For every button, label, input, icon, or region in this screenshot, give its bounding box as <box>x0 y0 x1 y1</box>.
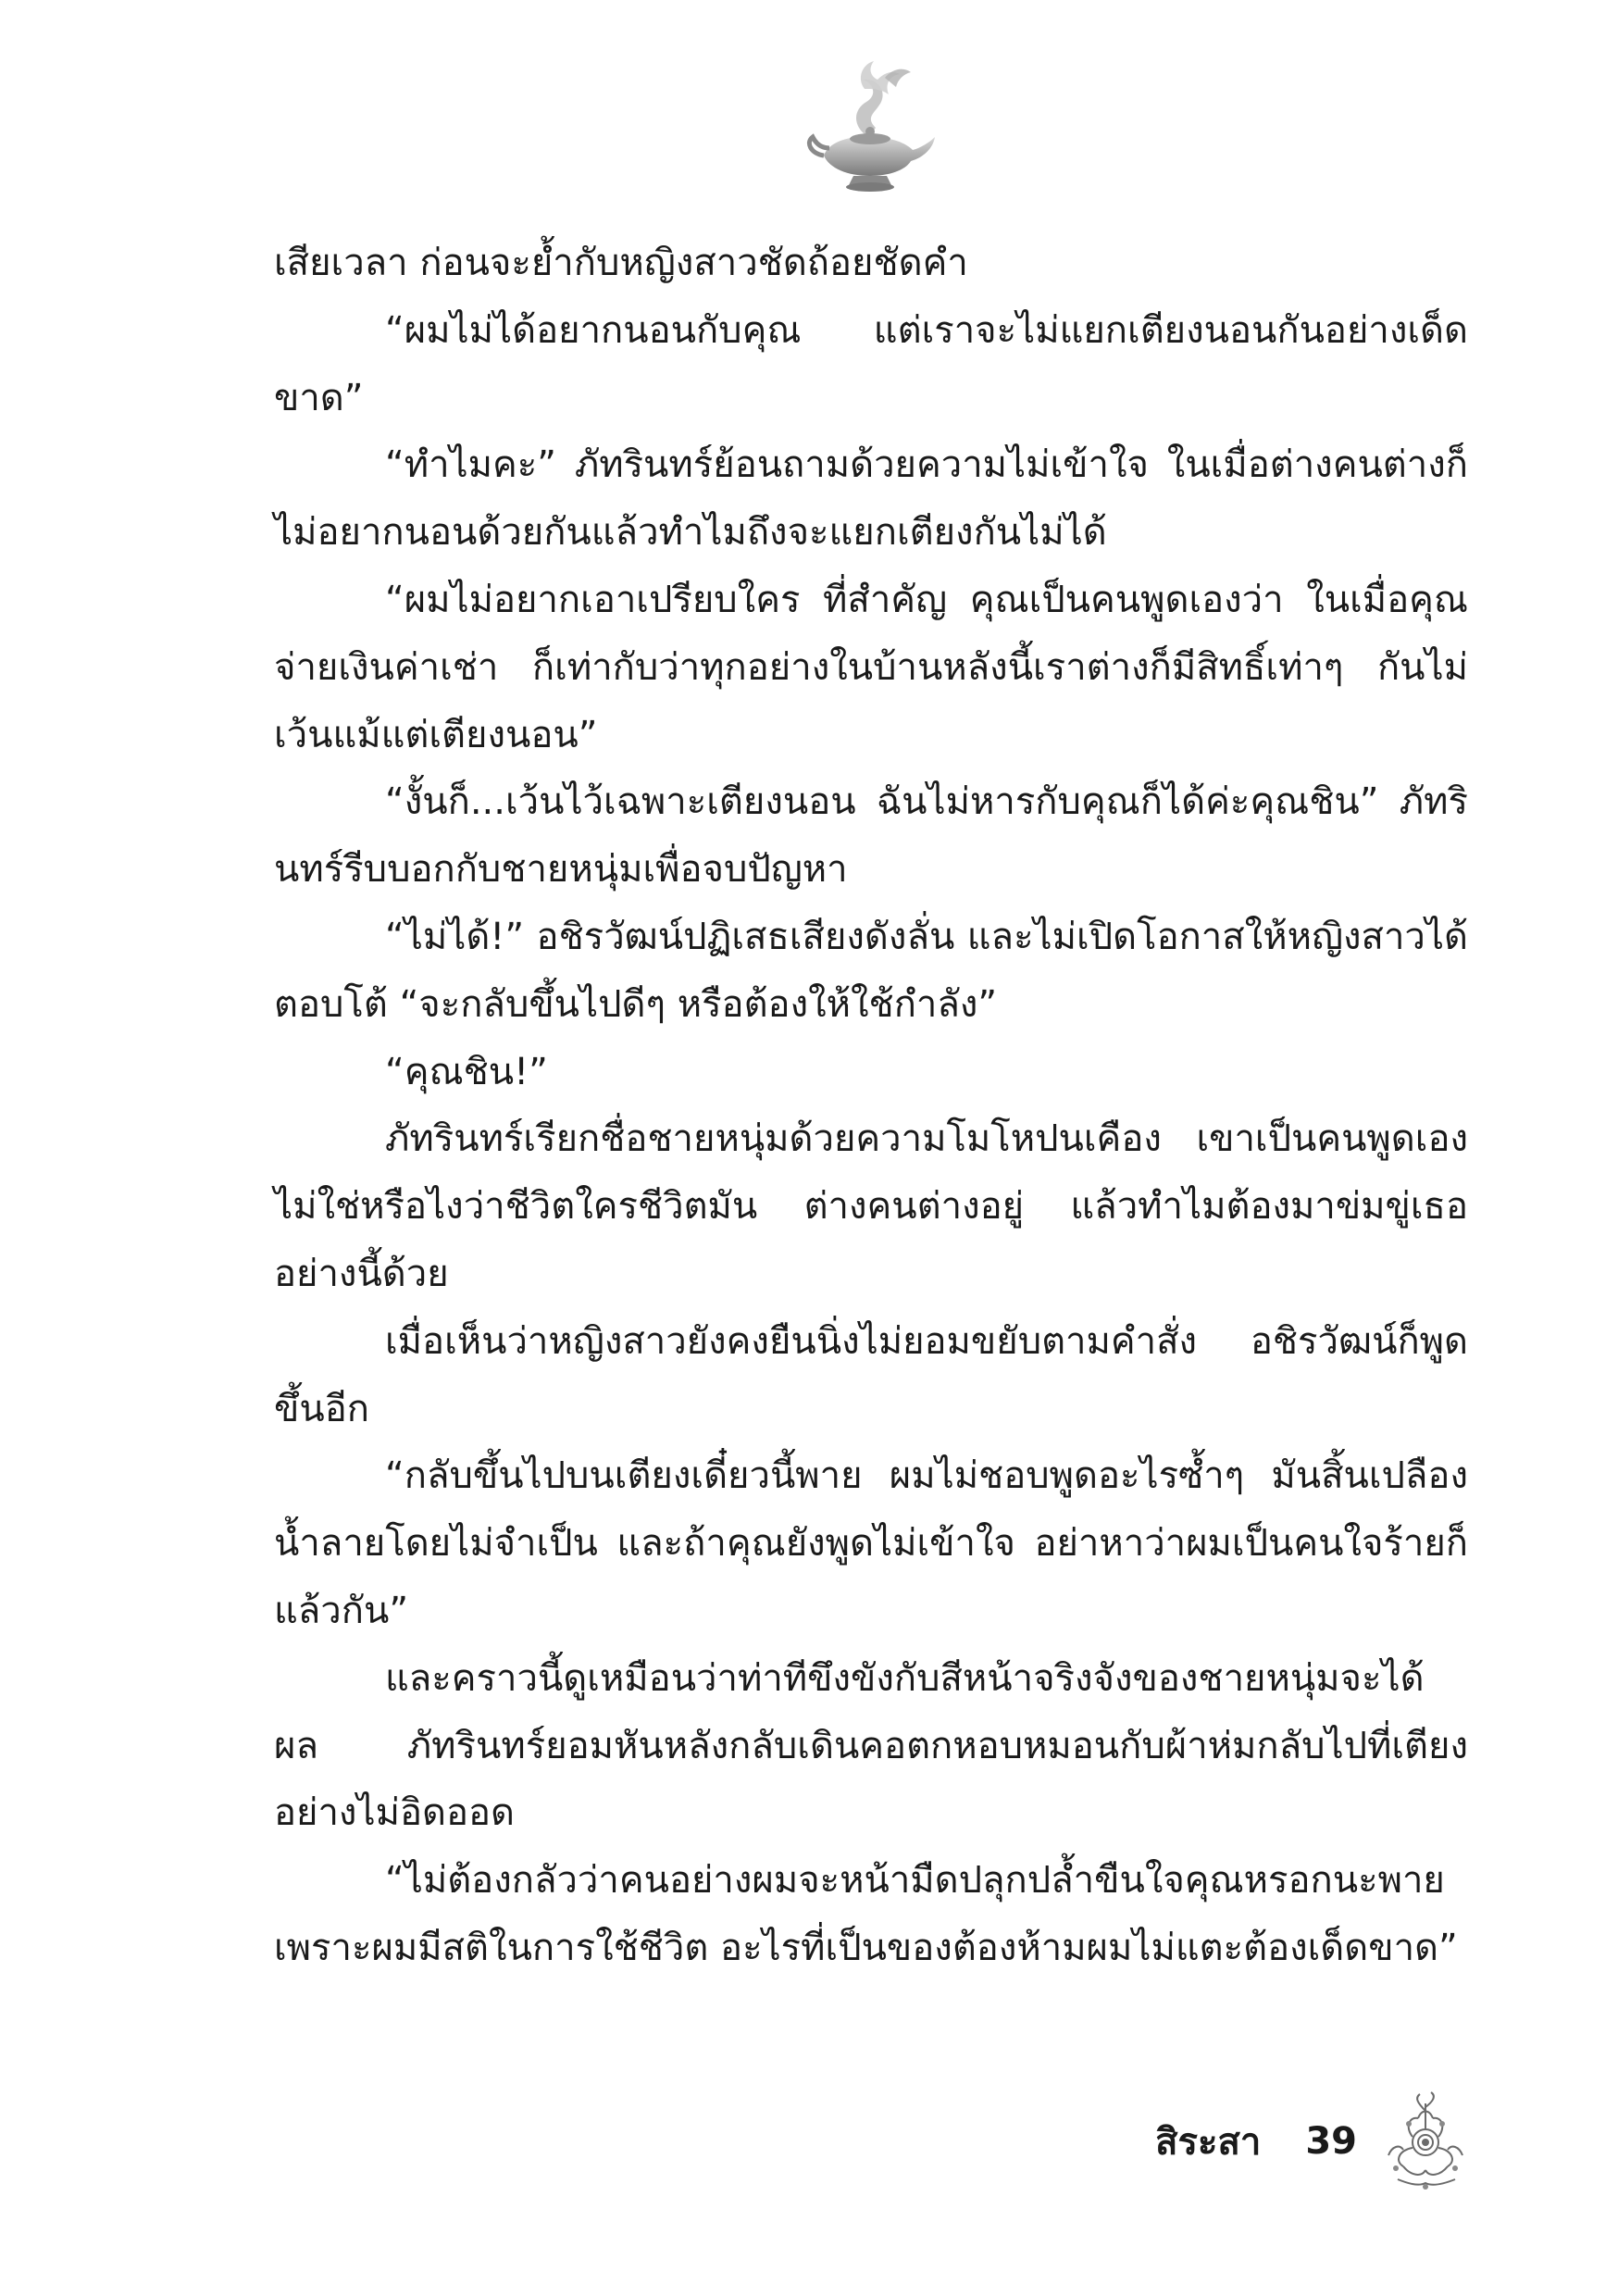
body-text <box>274 230 1468 1982</box>
paragraph: เสียเวลา ก่อนจะย้ำกับหญิงสาวชัดถ้อยชัดคำ <box>274 242 968 284</box>
paragraph: และคราวนี้ดูเหมือนว่าท่าทีขึงขังกับสีหน้าจริงจังของชายหนุ่มจะได้ผล ภัทรินทร์ยอมหันหลังกลับเดินคอตกหอบหมอนกับผ้าห่มกลับไปที่เตียงอย่างไม่อิดออด <box>274 1656 1468 1835</box>
page-number: 39 <box>1305 2120 1357 2163</box>
flower-ornament-icon <box>1381 2090 1470 2192</box>
paragraph: “ไม่ได้!” อชิรวัฒน์ปฏิเสธเสียงดังลั่น และไม่เปิดโอกาสให้หญิงสาวได้ตอบโต้ “จะกลับขึ้นไปดีๆ หรือต้องให้ใช้กำลัง” <box>274 915 1468 1026</box>
genie-lamp-icon <box>796 52 944 200</box>
book-title: สิระสา <box>1155 2121 1262 2164</box>
paragraph: “งั้นก็...เว้นไว้เฉพาะเตียงนอน ฉันไม่หารกับคุณก็ได้ค่ะคุณชิน” ภัทรินทร์รีบบอกกับชายหนุ่มเพื่อจบปัญหา <box>274 780 1468 892</box>
paragraph: “ผมไม่ได้อยากนอนกับคุณ แต่เราจะไม่แยกเตียงนอนกันอย่างเด็ดขาด” <box>274 308 1468 419</box>
paragraph: “คุณชิน!” <box>385 1050 548 1093</box>
paragraph: “ไม่ต้องกลัวว่าคนอย่างผมจะหน้ามืดปลุกปล้ำขืนใจคุณหรอกนะพาย เพราะผมมีสติในการใช้ชีวิต อะไรที่เป็นของต้องห้ามผมไม่แตะต้องเด็ดขาด” <box>274 1859 1458 1969</box>
paragraph: “ผมไม่อยากเอาเปรียบใคร ที่สำคัญ คุณเป็นคนพูดเองว่า ในเมื่อคุณจ่ายเงินค่าเช่า ก็เท่ากับว่าทุกอย่างในบ้านหลังนี้เราต่างก็มีสิทธิ์เท่าๆ กันไม่เว้นแม้แต่เตียงนอน” <box>274 578 1468 756</box>
paragraph: เมื่อเห็นว่าหญิงสาวยังคงยืนนิ่งไม่ยอมขยับตามคำสั่ง อชิรวัฒน์ก็พูดขึ้นอีก <box>274 1319 1468 1430</box>
paragraph: ภัทรินทร์เรียกชื่อชายหนุ่มด้วยความโมโหปนเคือง เขาเป็นคนพูดเองไม่ใช่หรือไงว่าชีวิตใครชีวิตมัน ต่างคนต่างอยู่ แล้วทำไมต้องมาข่มขู่เธออย่างนี้ด้วย <box>274 1117 1468 1295</box>
page-footer <box>1155 2090 1470 2192</box>
paragraph: “ทำไมคะ” ภัทรินทร์ย้อนถามด้วยความไม่เข้าใจ ในเมื่อต่างคนต่างก็ไม่อยากนอนด้วยกันแล้วทำไมถึงจะแยกเตียงกันไม่ได้ <box>274 443 1468 555</box>
paragraph: “กลับขึ้นไปบนเตียงเดี๋ยวนี้พาย ผมไม่ชอบพูดอะไรซ้ำๆ มันสิ้นเปลืองน้ำลายโดยไม่จำเป็น และถ้าคุณยังพูดไม่เข้าใจ อย่าหาว่าผมเป็นคนใจร้ายก็แล้วกัน” <box>274 1454 1468 1632</box>
